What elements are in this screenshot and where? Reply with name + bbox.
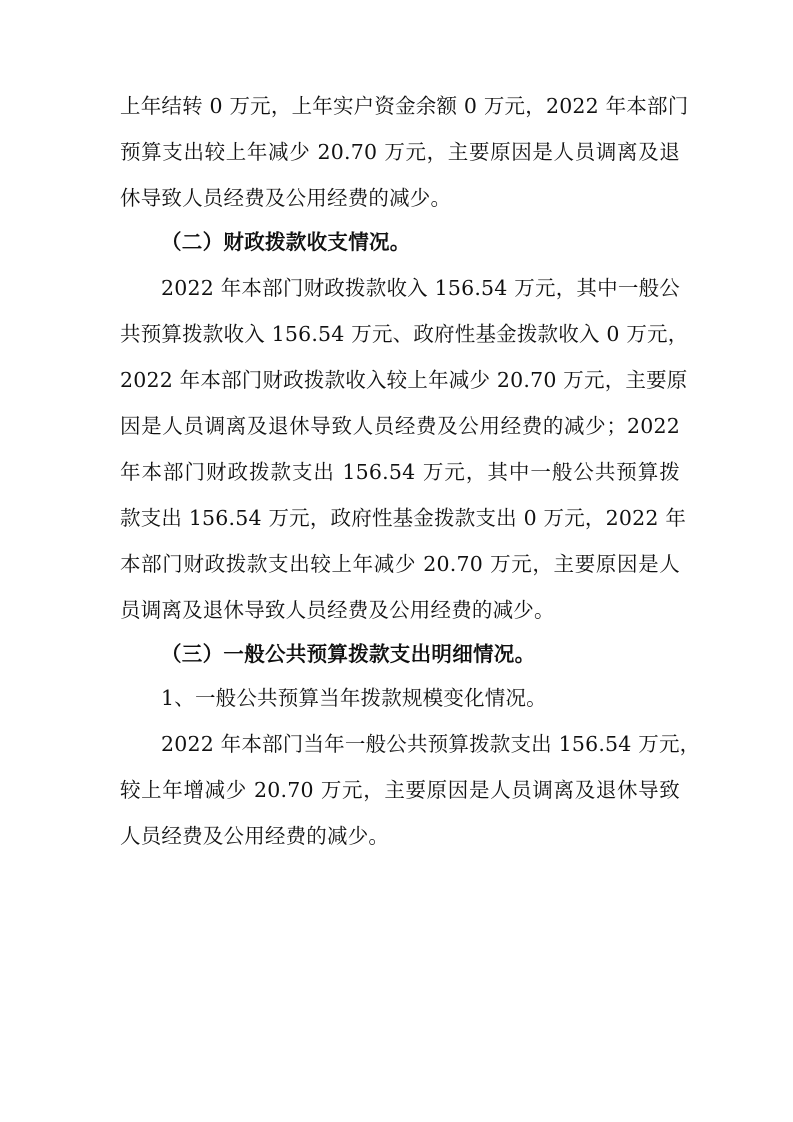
paragraph-line: 人员经费及公用经费的减少。: [120, 824, 390, 848]
paragraph-line: 共预算拨款收入 156.54 万元、政府性基金拨款收入 0 万元，: [120, 322, 689, 346]
section-heading: （三）一般公共预算拨款支出明细情况。: [161, 642, 536, 666]
section-heading: （二）财政拨款收支情况。: [161, 230, 411, 254]
paragraph-line: 款支出 156.54 万元，政府性基金拨款支出 0 万元，2022 年: [120, 506, 687, 530]
paragraph-line: 年本部门财政拨款支出 156.54 万元，其中一般公共预算拨: [120, 460, 680, 484]
paragraph-line: 因是人员调离及退休导致人员经费及公用经费的减少；2022: [120, 414, 680, 438]
paragraph-line: 2022 年本部门财政拨款收入较上年减少 20.70 万元，主要原: [120, 368, 688, 392]
paragraph-line: 本部门财政拨款支出较上年减少 20.70 万元，主要原因是人: [120, 552, 680, 576]
paragraph-line: 2022 年本部门财政拨款收入 156.54 万元，其中一般公: [161, 276, 680, 300]
list-item: 1、一般公共预算当年拨款规模变化情况。: [161, 686, 547, 710]
paragraph-line: 休导致人员经费及公用经费的减少。: [120, 186, 452, 210]
paragraph-line: 预算支出较上年减少 20.70 万元，主要原因是人员调离及退: [120, 140, 680, 164]
paragraph-line: 员调离及退休导致人员经费及公用经费的减少。: [120, 598, 555, 622]
paragraph-line: 上年结转 0 万元，上年实户资金余额 0 万元，2022 年本部门: [120, 94, 689, 118]
paragraph-line: 较上年增减少 20.70 万元，主要原因是人员调离及退休导致: [120, 778, 680, 802]
paragraph-line: 2022 年本部门当年一般公共预算拨款支出 156.54 万元，: [161, 732, 701, 756]
